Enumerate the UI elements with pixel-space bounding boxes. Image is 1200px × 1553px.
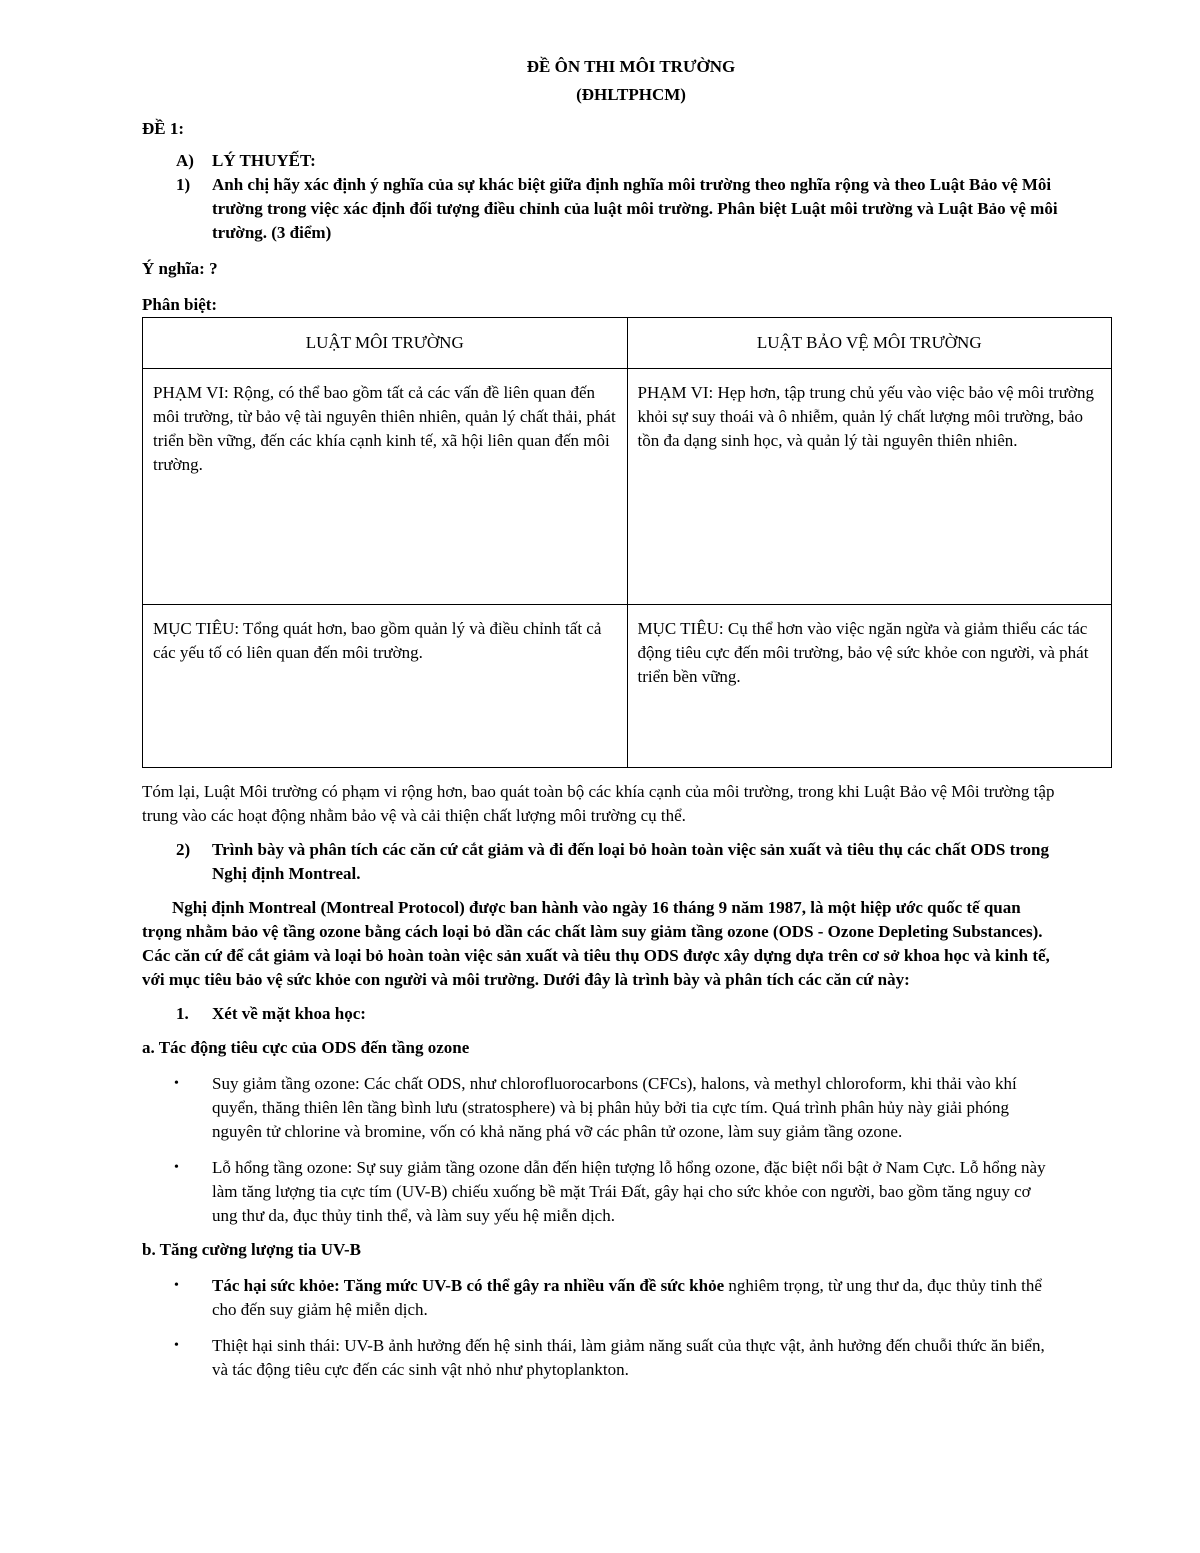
list-item-text (212, 1274, 1047, 1322)
list-item (142, 1334, 1120, 1382)
table-header-cell: LUẬT MÔI TRƯỜNG (143, 318, 628, 369)
list-item-text: Suy giảm tầng ozone: Các chất ODS, như chlorofluorocarbons (CFCs), halons, và methyl chloroform, khi thải vào khí quyển, thăng thiên lên tầng bình lưu (stratosphere) và bị phân hủy bởi tia cực tím. Quá trình phân hủy này giải phóng nguyên tử chlorine và bromine, vốn có khả năng phá vỡ các phân tử ozone, làm suy giảm tầng ozone. (212, 1074, 1017, 1141)
question-2 (142, 838, 1120, 886)
section-a-label: LÝ THUYẾT: (212, 151, 316, 170)
comparison-table (142, 317, 1112, 768)
phan-biet-label: Phân biệt: (142, 295, 218, 314)
table-cell: MỤC TIÊU: Tổng quát hơn, bao gồm quản lý và điều chỉnh tất cả các yếu tố có liên quan đến môi trường. (143, 605, 628, 768)
list-item-rest-text: nghiêm trọng, từ ung thư da, đục thủy tinh thể cho đến suy giảm hệ miễn dịch. (212, 1276, 1042, 1319)
table-row (143, 369, 1112, 605)
section-a-heading (142, 149, 1120, 173)
question-1-number: 1) (176, 175, 191, 194)
intro-paragraph: Nghị định Montreal (Montreal Protocol) được ban hành vào ngày 16 tháng 9 năm 1987, là một hiệp ước quốc tế quan trọng nhằm bảo vệ tầng ozone bằng cách loại bỏ dần các chất làm suy giảm tầng ozone (ODS - Ozone Depleting Substances). Các căn cứ để cắt giảm và loại bỏ hoàn toàn việc sản xuất và tiêu thụ ODS được xây dựng dựa trên cơ sở khoa học và kinh tế, với mục tiêu bảo vệ sức khỏe con người và môi trường. Dưới đây là trình bày và phân tích các căn cứ này: (142, 898, 1050, 989)
summary-paragraph: Tóm lại, Luật Môi trường có phạm vi rộng hơn, bao quát toàn bộ các khía cạnh của môi trường, trong khi Luật Bảo vệ Môi trường tập trung vào các hoạt động nhằm bảo vệ và cải thiện chất lượng môi trường cụ thể. (142, 782, 1055, 825)
list-item-text: Lỗ hổng tầng ozone: Sự suy giảm tầng ozone dẫn đến hiện tượng lỗ hổng ozone, đặc biệt nổi bật ở Nam Cực. Lỗ hổng này làm tăng lượng tia cực tím (UV-B) chiếu xuống bề mặt Trái Đất, gây hại cho sức khỏe con người, bao gồm tăng nguy cơ ung thư da, đục thủy tinh thể, và làm suy yếu hệ miễn dịch. (212, 1158, 1046, 1225)
science-heading (142, 1002, 1120, 1026)
table-header-cell: LUẬT BẢO VỆ MÔI TRƯỜNG (627, 318, 1112, 369)
list-item (142, 1274, 1120, 1322)
question-1-text: Anh chị hãy xác định ý nghĩa của sự khác biệt giữa định nghĩa môi trường theo nghĩa rộng và theo Luật Bảo vệ Môi trường trong việc xác định đối tượng điều chỉnh của luật môi trường. Phân biệt Luật môi trường và Luật Bảo vệ môi trường. (3 điểm) (212, 175, 1058, 242)
table-cell: PHẠM VI: Hẹp hơn, tập trung chủ yếu vào việc bảo vệ môi trường khỏi sự suy thoái và ô nhiễm, quản lý chất lượng môi trường, bảo tồn đa dạng sinh học, và quản lý tài nguyên thiên nhiên. (627, 369, 1112, 605)
y-nghia-label: Ý nghĩa: ? (142, 259, 218, 278)
table-cell: MỤC TIÊU: Cụ thể hơn vào việc ngăn ngừa và giảm thiểu các tác động tiêu cực đến môi trường, bảo vệ sức khỏe con người, và phát triển bền vững. (627, 605, 1112, 768)
question-2-text: Trình bày và phân tích các căn cứ cắt giảm và đi đến loại bỏ hoàn toàn việc sản xuất và tiêu thụ các chất ODS trong Nghị định Montreal. (212, 840, 1049, 883)
subsection-b-heading: b. Tăng cường lượng tia UV-B (142, 1240, 362, 1259)
question-2-number: 2) (176, 840, 191, 859)
table-row (143, 605, 1112, 768)
subsection-a-list (142, 1072, 1120, 1228)
subsection-b-list (142, 1274, 1120, 1382)
bullet-icon: • (174, 1076, 179, 1091)
document-subtitle: (ĐHLTPHCM) (576, 85, 686, 104)
list-item (142, 1072, 1120, 1144)
subsection-a-heading: a. Tác động tiêu cực của ODS đến tầng ozone (142, 1038, 470, 1057)
list-item-text: Thiệt hại sinh thái: UV-B ảnh hưởng đến hệ sinh thái, làm giảm năng suất của thực vật, ảnh hưởng đến chuỗi thức ăn biển, và tác động tiêu cực đến các sinh vật nhỏ như phytoplankton. (212, 1336, 1045, 1379)
exam-label: ĐỀ 1: (142, 119, 185, 138)
list-item (142, 1156, 1120, 1228)
science-label: Xét về mặt khoa học: (212, 1004, 366, 1023)
section-a-number: A) (176, 151, 194, 170)
table-header-row (143, 318, 1112, 369)
bullet-icon: • (174, 1160, 179, 1175)
science-number: 1. (176, 1004, 189, 1023)
table-cell: PHẠM VI: Rộng, có thể bao gồm tất cả các vấn đề liên quan đến môi trường, từ bảo vệ tài nguyên thiên nhiên, quản lý chất thải, phát triển bền vững, đến các khía cạnh kinh tế, xã hội liên quan đến môi trường. (143, 369, 628, 605)
question-1 (142, 173, 1120, 245)
bullet-icon: • (174, 1278, 179, 1293)
document-title: ĐỀ ÔN THI MÔI TRƯỜNG (526, 57, 736, 76)
list-item-bold-text: Tác hại sức khỏe: Tăng mức UV-B có thể gây ra nhiều vấn đề sức khỏe (212, 1276, 725, 1295)
bullet-icon: • (174, 1338, 179, 1353)
